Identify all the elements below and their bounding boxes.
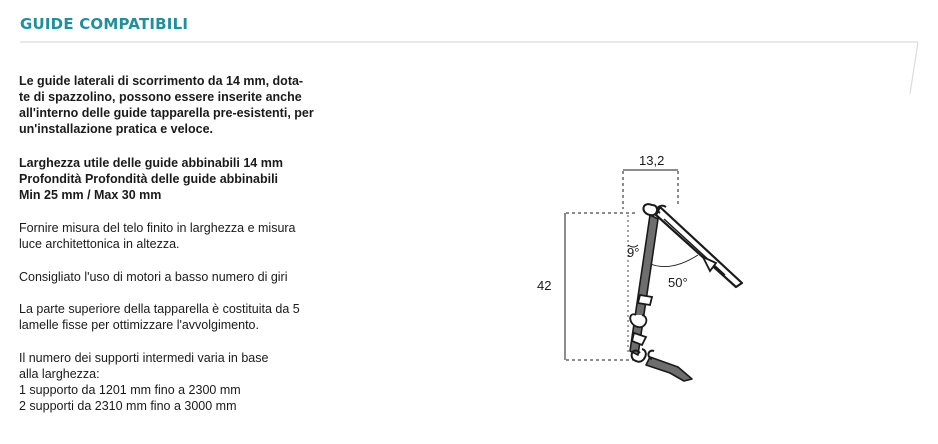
page-title: GUIDE COMPATIBILI [20, 15, 189, 33]
supports-line: 2 supporti da 2310 mm fino a 3000 mm [19, 399, 237, 413]
intro-paragraph [19, 73, 349, 137]
supports-line: Il numero dei supporti intermedi varia in base [19, 351, 269, 365]
height-dimension-label: 42 [537, 278, 552, 293]
intro-line: all'interno delle guide tapparella pre-esistenti, per [19, 106, 314, 120]
intro-line: Le guide laterali di scorrimento da 14 mm, dota- [19, 74, 304, 88]
intro-line: un'installazione pratica e veloce. [19, 122, 214, 136]
supports-paragraph [19, 350, 349, 414]
guide-profile-diagram [520, 145, 760, 385]
specs-line: Min 25 mm / Max 30 mm [19, 188, 162, 202]
intro-line: te di spazzolino, possono essere inserite anche [19, 90, 302, 104]
supports-line: alla larghezza: [19, 367, 100, 381]
measure-line: luce architettonica in altezza. [19, 237, 180, 251]
width-dimension-label: 13,2 [639, 153, 665, 168]
width-dimension [623, 153, 678, 209]
motors-paragraph [19, 269, 349, 285]
measure-paragraph [19, 220, 349, 252]
measure-line: Fornire misura del telo finito in larghezza e misura [19, 221, 296, 235]
specs-line: Larghezza utile delle guide abbinabili 14 mm [19, 156, 283, 170]
motors-line: Consigliato l'uso di motori a basso numero di giri [19, 270, 288, 284]
supports-line: 1 supporto da 1201 mm fino a 2300 mm [19, 383, 241, 397]
large-angle-arc [648, 255, 698, 267]
height-dimension [537, 213, 635, 360]
large-angle-label: 50° [668, 275, 688, 290]
small-angle-label: 9° [627, 245, 640, 260]
top-slats-line: lamelle fisse per ottimizzare l'avvolgimento. [19, 318, 259, 332]
top-slats-line: La parte superiore della tapparella è costituita da 5 [19, 302, 300, 316]
specs-line: Profondità Profondità delle guide abbinabili [19, 172, 279, 186]
top-slats-paragraph [19, 301, 349, 333]
specs-paragraph [19, 155, 349, 203]
